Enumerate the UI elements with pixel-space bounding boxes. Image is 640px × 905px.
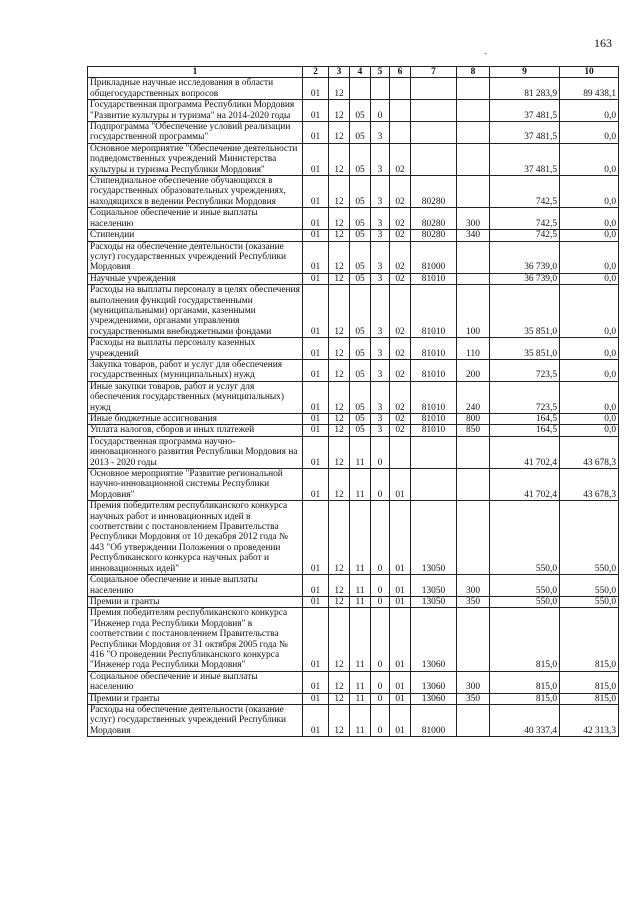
code-cell: 0 — [371, 608, 390, 671]
code-cell: 0 — [371, 436, 390, 468]
code-cell: 01 — [303, 414, 329, 425]
code-cell: 12 — [329, 338, 350, 360]
row-name-cell: Государственная программа Республики Мордовия "Развитие культуры и туризма" на 2014-2020 годы — [88, 100, 303, 122]
table-row — [88, 230, 619, 241]
code-cell: 13050 — [411, 501, 457, 575]
code-cell: 81010 — [411, 414, 457, 425]
code-cell: 3 — [371, 208, 390, 230]
table-row — [88, 273, 619, 284]
code-cell: 350 — [457, 693, 490, 704]
table-row — [88, 608, 619, 671]
row-name-cell: Стипендиальное обеспечение обучающихся в государственных образовательных учреждениях, находящихся в ведении Республики Мордовия — [88, 176, 303, 208]
amount-cell: 81 283,9 — [490, 78, 560, 100]
amount-cell: 742,5 — [490, 208, 560, 230]
table-row — [88, 122, 619, 144]
code-cell: 01 — [303, 359, 329, 381]
code-cell: 01 — [303, 425, 329, 436]
code-cell: 350 — [457, 596, 490, 607]
code-cell: 81000 — [411, 704, 457, 736]
code-cell: 13050 — [411, 575, 457, 597]
table-row — [88, 100, 619, 122]
code-cell: 12 — [329, 100, 350, 122]
code-cell: 200 — [457, 359, 490, 381]
row-name-cell: Расходы на выплаты персоналу казенных учреждений — [88, 338, 303, 360]
code-cell: 0 — [371, 469, 390, 501]
code-cell: 12 — [329, 230, 350, 241]
table-row — [88, 436, 619, 468]
amount-cell: 37 481,5 — [490, 100, 560, 122]
amount-cell: 35 851,0 — [490, 285, 560, 338]
code-cell: 02 — [390, 176, 411, 208]
column-header: 7 — [411, 67, 457, 78]
amount-cell: 35 851,0 — [490, 338, 560, 360]
amount-cell: 164,5 — [490, 425, 560, 436]
code-cell: 01 — [303, 436, 329, 468]
code-cell: 01 — [390, 575, 411, 597]
code-cell: 81010 — [411, 359, 457, 381]
code-cell: 05 — [350, 143, 371, 175]
code-cell — [390, 78, 411, 100]
code-cell: 05 — [350, 338, 371, 360]
code-cell: 0 — [371, 693, 390, 704]
amount-cell: 89 438,1 — [560, 78, 619, 100]
row-name-cell: Социальное обеспечение и иные выплаты населению — [88, 575, 303, 597]
column-header: 9 — [490, 67, 560, 78]
code-cell: 80280 — [411, 208, 457, 230]
code-cell — [390, 122, 411, 144]
code-cell: 01 — [390, 596, 411, 607]
amount-cell: 164,5 — [490, 414, 560, 425]
amount-cell: 550,0 — [490, 501, 560, 575]
code-cell: 81010 — [411, 338, 457, 360]
row-name-cell: Расходы на обеспечение деятельности (оказание услуг) государственных учреждений Республики Мордовия — [88, 241, 303, 273]
code-cell — [390, 436, 411, 468]
code-cell: 800 — [457, 414, 490, 425]
scan-mark: - — [484, 48, 487, 58]
code-cell: 01 — [303, 273, 329, 284]
code-cell: 110 — [457, 338, 490, 360]
code-cell: 100 — [457, 285, 490, 338]
code-cell: 05 — [350, 176, 371, 208]
amount-cell: 550,0 — [490, 596, 560, 607]
budget-table — [87, 66, 619, 737]
amount-cell: 815,0 — [490, 608, 560, 671]
code-cell — [457, 704, 490, 736]
code-cell: 01 — [303, 596, 329, 607]
code-cell — [411, 436, 457, 468]
code-cell: 01 — [303, 671, 329, 693]
code-cell: 01 — [390, 469, 411, 501]
amount-cell: 815,0 — [490, 671, 560, 693]
code-cell — [411, 78, 457, 100]
amount-cell: 0,0 — [560, 208, 619, 230]
code-cell: 01 — [303, 100, 329, 122]
code-cell: 11 — [350, 704, 371, 736]
code-cell: 02 — [390, 143, 411, 175]
row-name-cell: Иные бюджетные ассигнования — [88, 414, 303, 425]
code-cell: 12 — [329, 671, 350, 693]
code-cell: 12 — [329, 78, 350, 100]
code-cell: 11 — [350, 575, 371, 597]
code-cell: 05 — [350, 230, 371, 241]
column-header: 2 — [303, 67, 329, 78]
code-cell: 3 — [371, 176, 390, 208]
code-cell — [457, 436, 490, 468]
amount-cell: 0,0 — [560, 414, 619, 425]
code-cell: 01 — [303, 575, 329, 597]
code-cell: 3 — [371, 122, 390, 144]
code-cell: 13050 — [411, 596, 457, 607]
code-cell — [457, 78, 490, 100]
column-header: 8 — [457, 67, 490, 78]
code-cell: 05 — [350, 285, 371, 338]
code-cell: 0 — [371, 501, 390, 575]
code-cell: 05 — [350, 122, 371, 144]
row-name-cell: Социальное обеспечение и иные выплаты населению — [88, 671, 303, 693]
code-cell: 01 — [390, 608, 411, 671]
code-cell: 01 — [390, 704, 411, 736]
amount-cell: 815,0 — [560, 608, 619, 671]
code-cell: 01 — [303, 608, 329, 671]
amount-cell: 0,0 — [560, 338, 619, 360]
table-row — [88, 381, 619, 413]
amount-cell: 43 678,3 — [560, 469, 619, 501]
code-cell — [350, 78, 371, 100]
code-cell: 12 — [329, 381, 350, 413]
row-name-cell: Государственная программа научно-инновационного развития Республики Мордовия на 2013 - 2020 годы — [88, 436, 303, 468]
code-cell: 02 — [390, 359, 411, 381]
code-cell: 300 — [457, 208, 490, 230]
code-cell: 12 — [329, 241, 350, 273]
code-cell: 11 — [350, 693, 371, 704]
amount-cell: 815,0 — [490, 693, 560, 704]
code-cell: 11 — [350, 608, 371, 671]
code-cell: 01 — [303, 208, 329, 230]
code-cell: 240 — [457, 381, 490, 413]
code-cell: 11 — [350, 501, 371, 575]
code-cell: 05 — [350, 425, 371, 436]
code-cell — [457, 122, 490, 144]
code-cell: 12 — [329, 176, 350, 208]
row-name-cell: Расходы на обеспечение деятельности (оказание услуг) государственных учреждений Республики Мордовия — [88, 704, 303, 736]
row-name-cell: Научные учреждения — [88, 273, 303, 284]
table-row — [88, 241, 619, 273]
code-cell: 0 — [371, 671, 390, 693]
code-cell: 13060 — [411, 671, 457, 693]
code-cell: 80280 — [411, 230, 457, 241]
code-cell: 01 — [303, 285, 329, 338]
code-cell: 3 — [371, 273, 390, 284]
amount-cell: 36 739,0 — [490, 273, 560, 284]
row-name-cell: Премии и гранты — [88, 596, 303, 607]
code-cell: 01 — [303, 230, 329, 241]
table-row — [88, 425, 619, 436]
row-name-cell: Премия победителям республиканского конкурса научных работ и инновационных идей в соответствии с постановлением Правительства Республики Мордовия от 10 декабря 2012 года № 443 "Об утверждении Положения о проведении Республиканского конкурса научных работ и инновационных идей" — [88, 501, 303, 575]
code-cell: 01 — [390, 693, 411, 704]
code-cell: 01 — [303, 469, 329, 501]
code-cell: 05 — [350, 208, 371, 230]
amount-cell: 550,0 — [560, 596, 619, 607]
code-cell: 02 — [390, 381, 411, 413]
code-cell: 11 — [350, 436, 371, 468]
code-cell: 12 — [329, 501, 350, 575]
code-cell: 3 — [371, 285, 390, 338]
code-cell: 13060 — [411, 608, 457, 671]
amount-cell: 37 481,5 — [490, 143, 560, 175]
code-cell — [457, 469, 490, 501]
code-cell — [457, 501, 490, 575]
code-cell: 01 — [390, 671, 411, 693]
code-cell — [411, 469, 457, 501]
code-cell: 12 — [329, 359, 350, 381]
column-header: 3 — [329, 67, 350, 78]
code-cell: 05 — [350, 100, 371, 122]
code-cell: 05 — [350, 273, 371, 284]
amount-cell: 0,0 — [560, 425, 619, 436]
code-cell: 81010 — [411, 273, 457, 284]
code-cell: 05 — [350, 414, 371, 425]
amount-cell: 37 481,5 — [490, 122, 560, 144]
amount-cell: 0,0 — [560, 381, 619, 413]
amount-cell: 0,0 — [560, 273, 619, 284]
code-cell: 01 — [303, 704, 329, 736]
code-cell — [457, 241, 490, 273]
code-cell — [411, 100, 457, 122]
column-header: 10 — [560, 67, 619, 78]
code-cell: 12 — [329, 143, 350, 175]
amount-cell: 0,0 — [560, 143, 619, 175]
code-cell: 01 — [303, 693, 329, 704]
code-cell: 3 — [371, 381, 390, 413]
code-cell: 05 — [350, 359, 371, 381]
table-body — [88, 78, 619, 737]
code-cell: 12 — [329, 285, 350, 338]
code-cell: 01 — [303, 143, 329, 175]
code-cell: 02 — [390, 273, 411, 284]
amount-cell: 0,0 — [560, 230, 619, 241]
code-cell: 12 — [329, 608, 350, 671]
code-cell: 02 — [390, 338, 411, 360]
code-cell — [457, 273, 490, 284]
table-row — [88, 338, 619, 360]
code-cell: 850 — [457, 425, 490, 436]
amount-cell: 41 702,4 — [490, 469, 560, 501]
code-cell: 81010 — [411, 381, 457, 413]
code-cell: 300 — [457, 575, 490, 597]
code-cell: 01 — [303, 338, 329, 360]
code-cell: 01 — [303, 501, 329, 575]
code-cell: 0 — [371, 100, 390, 122]
table-row — [88, 704, 619, 736]
row-name-cell: Подпрограмма "Обеспечение условий реализации государственной программы" — [88, 122, 303, 144]
code-cell: 3 — [371, 414, 390, 425]
code-cell — [457, 100, 490, 122]
row-name-cell: Прикладные научные исследования в области общегосударственных вопросов — [88, 78, 303, 100]
code-cell: 3 — [371, 359, 390, 381]
amount-cell: 40 337,4 — [490, 704, 560, 736]
code-cell: 02 — [390, 414, 411, 425]
code-cell: 02 — [390, 208, 411, 230]
code-cell: 12 — [329, 575, 350, 597]
code-cell — [411, 143, 457, 175]
code-cell — [411, 122, 457, 144]
amount-cell: 742,5 — [490, 176, 560, 208]
amount-cell: 550,0 — [560, 501, 619, 575]
amount-cell: 815,0 — [560, 693, 619, 704]
amount-cell: 723,5 — [490, 359, 560, 381]
row-name-cell: Закупка товаров, работ и услуг для обеспечения государственных (муниципальных) нужд — [88, 359, 303, 381]
table-row — [88, 575, 619, 597]
amount-cell: 42 313,3 — [560, 704, 619, 736]
code-cell: 81010 — [411, 285, 457, 338]
code-cell: 11 — [350, 596, 371, 607]
column-header: 1 — [88, 67, 303, 78]
table-row — [88, 414, 619, 425]
code-cell — [371, 78, 390, 100]
column-header: 4 — [350, 67, 371, 78]
code-cell: 05 — [350, 381, 371, 413]
amount-cell: 0,0 — [560, 285, 619, 338]
code-cell: 13060 — [411, 693, 457, 704]
code-cell: 12 — [329, 273, 350, 284]
amount-cell: 815,0 — [560, 671, 619, 693]
amount-cell: 550,0 — [490, 575, 560, 597]
code-cell: 3 — [371, 338, 390, 360]
code-cell: 12 — [329, 693, 350, 704]
code-cell: 300 — [457, 671, 490, 693]
table-row — [88, 176, 619, 208]
row-name-cell: Стипендии — [88, 230, 303, 241]
code-cell: 02 — [390, 285, 411, 338]
amount-cell: 0,0 — [560, 241, 619, 273]
code-cell — [457, 143, 490, 175]
table-row — [88, 78, 619, 100]
code-cell: 02 — [390, 241, 411, 273]
code-cell: 3 — [371, 143, 390, 175]
row-name-cell: Основное мероприятие "Развитие региональной научно-инновационной системы Республики Мордовия" — [88, 469, 303, 501]
code-cell: 12 — [329, 704, 350, 736]
code-cell: 12 — [329, 414, 350, 425]
page-number: 163 — [594, 36, 612, 50]
amount-cell: 0,0 — [560, 176, 619, 208]
amount-cell: 43 678,3 — [560, 436, 619, 468]
code-cell: 01 — [303, 122, 329, 144]
code-cell: 81010 — [411, 425, 457, 436]
code-cell: 12 — [329, 122, 350, 144]
table-row — [88, 143, 619, 175]
table-row — [88, 596, 619, 607]
amount-cell: 41 702,4 — [490, 436, 560, 468]
amount-cell: 0,0 — [560, 359, 619, 381]
table-row — [88, 359, 619, 381]
code-cell: 11 — [350, 469, 371, 501]
code-cell: 0 — [371, 575, 390, 597]
code-cell: 3 — [371, 241, 390, 273]
amount-cell: 550,0 — [560, 575, 619, 597]
amount-cell: 742,5 — [490, 230, 560, 241]
row-name-cell: Уплата налогов, сборов и иных платежей — [88, 425, 303, 436]
code-cell: 05 — [350, 241, 371, 273]
code-cell: 11 — [350, 671, 371, 693]
code-cell: 80280 — [411, 176, 457, 208]
code-cell: 3 — [371, 230, 390, 241]
code-cell: 01 — [303, 176, 329, 208]
code-cell — [390, 100, 411, 122]
row-name-cell: Социальное обеспечение и иные выплаты населению — [88, 208, 303, 230]
column-header: 5 — [371, 67, 390, 78]
amount-cell: 0,0 — [560, 100, 619, 122]
table-row — [88, 671, 619, 693]
code-cell: 12 — [329, 425, 350, 436]
code-cell: 0 — [371, 704, 390, 736]
row-name-cell: Иные закупки товаров, работ и услуг для обеспечения государственных (муниципальных) нужд — [88, 381, 303, 413]
amount-cell: 36 739,0 — [490, 241, 560, 273]
code-cell: 01 — [303, 381, 329, 413]
table-row — [88, 693, 619, 704]
code-cell — [457, 176, 490, 208]
code-cell: 01 — [390, 501, 411, 575]
code-cell: 12 — [329, 469, 350, 501]
code-cell: 01 — [303, 241, 329, 273]
row-name-cell: Премии и гранты — [88, 693, 303, 704]
code-cell: 12 — [329, 596, 350, 607]
table-row — [88, 469, 619, 501]
code-cell: 0 — [371, 596, 390, 607]
code-cell: 340 — [457, 230, 490, 241]
code-cell: 3 — [371, 425, 390, 436]
code-cell: 12 — [329, 436, 350, 468]
table-row — [88, 285, 619, 338]
row-name-cell: Основное мероприятие "Обеспечение деятельности подведомственных учреждений Министерства культуры и туризма Республики Мордовия" — [88, 143, 303, 175]
code-cell: 12 — [329, 208, 350, 230]
header-row — [88, 67, 619, 78]
code-cell: 02 — [390, 230, 411, 241]
code-cell: 02 — [390, 425, 411, 436]
table-row — [88, 501, 619, 575]
code-cell: 01 — [303, 78, 329, 100]
code-cell: 81000 — [411, 241, 457, 273]
code-cell — [457, 608, 490, 671]
amount-cell: 723,5 — [490, 381, 560, 413]
row-name-cell: Премия победителям республиканского конкурса "Инженер года Республики Мордовия" в соответствии с постановлением Правительства Республики Мордовия от 31 октября 2005 года № 416 "О проведении Республиканского конкурса "Инженер года Республики Мордовия" — [88, 608, 303, 671]
row-name-cell: Расходы на выплаты персоналу в целях обеспечения выполнения функций государственными (муниципальными) органами, казенными учреждениями, органами управления государственными внебюджетными фондами — [88, 285, 303, 338]
column-header: 6 — [390, 67, 411, 78]
table-row — [88, 208, 619, 230]
amount-cell: 0,0 — [560, 122, 619, 144]
